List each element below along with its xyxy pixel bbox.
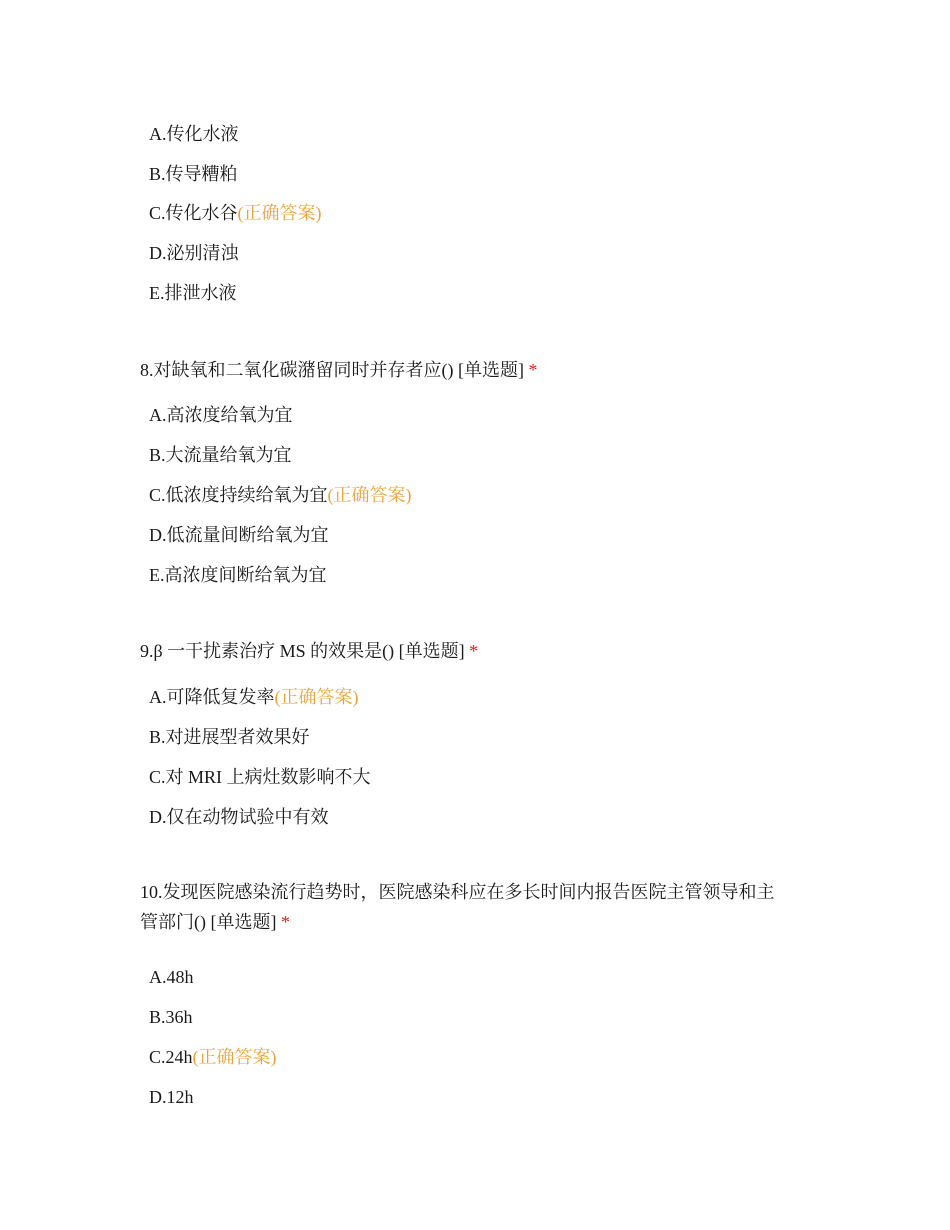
required-star: * — [528, 360, 538, 380]
correct-answer-mark: (正确答案) — [192, 1047, 277, 1067]
question-10-title — [140, 877, 810, 937]
option-8b — [149, 443, 292, 467]
option-7d — [149, 241, 239, 265]
option-text: D.仅在动物试验中有效 — [149, 807, 329, 827]
option-10a — [149, 965, 194, 989]
required-star: * — [280, 912, 290, 932]
option-text: C.传化水谷 — [149, 203, 238, 223]
option-10b — [149, 1005, 193, 1029]
question-8-title — [140, 355, 810, 385]
option-text: D.12h — [149, 1087, 194, 1107]
option-text: E.高浓度间断给氧为宜 — [149, 565, 327, 585]
option-text: B.对进展型者效果好 — [149, 727, 310, 747]
option-10d — [149, 1085, 194, 1109]
option-text: D.低流量间断给氧为宜 — [149, 525, 329, 545]
option-text: C.24h — [149, 1047, 193, 1067]
option-text: A.传化水液 — [149, 124, 239, 144]
option-7b — [149, 162, 238, 186]
option-text: B.传导糟粕 — [149, 164, 238, 184]
option-text: D.泌别清浊 — [149, 243, 239, 263]
required-star: * — [469, 641, 479, 661]
option-9b — [149, 725, 310, 749]
correct-answer-mark: (正确答案) — [237, 203, 322, 223]
option-text: C.低浓度持续给氧为宜 — [149, 485, 328, 505]
option-9c — [149, 765, 371, 789]
option-text: A.48h — [149, 967, 194, 987]
option-text: B.大流量给氧为宜 — [149, 445, 292, 465]
question-text: 9.β 一干扰素治疗 MS 的效果是() [单选题] — [140, 641, 465, 661]
option-7e — [149, 281, 237, 305]
correct-answer-mark: (正确答案) — [274, 687, 359, 707]
option-8c — [149, 483, 412, 507]
question-text-line-2-wrap — [140, 907, 810, 937]
question-text-line-1: 10.发现医院感染流行趋势时，医院感染科应在多长时间内报告医院主管领导和主 — [140, 882, 775, 902]
question-text: 8.对缺氧和二氧化碳潴留同时并存者应() [单选题] — [140, 360, 524, 380]
question-9-title — [140, 636, 810, 666]
option-8d — [149, 523, 329, 547]
option-text: E.排泄水液 — [149, 283, 237, 303]
option-9a — [149, 685, 359, 709]
option-8e — [149, 563, 327, 587]
option-text: B.36h — [149, 1007, 193, 1027]
option-text: A.可降低复发率 — [149, 687, 275, 707]
question-text-line-2: 管部门() [单选题] — [140, 912, 277, 932]
option-text: C.对 MRI 上病灶数影响不大 — [149, 767, 371, 787]
option-7a — [149, 122, 239, 146]
option-8a — [149, 403, 293, 427]
option-9d — [149, 805, 329, 829]
option-7c — [149, 201, 322, 225]
correct-answer-mark: (正确答案) — [327, 485, 412, 505]
option-10c — [149, 1045, 277, 1069]
option-text: A.高浓度给氧为宜 — [149, 405, 293, 425]
